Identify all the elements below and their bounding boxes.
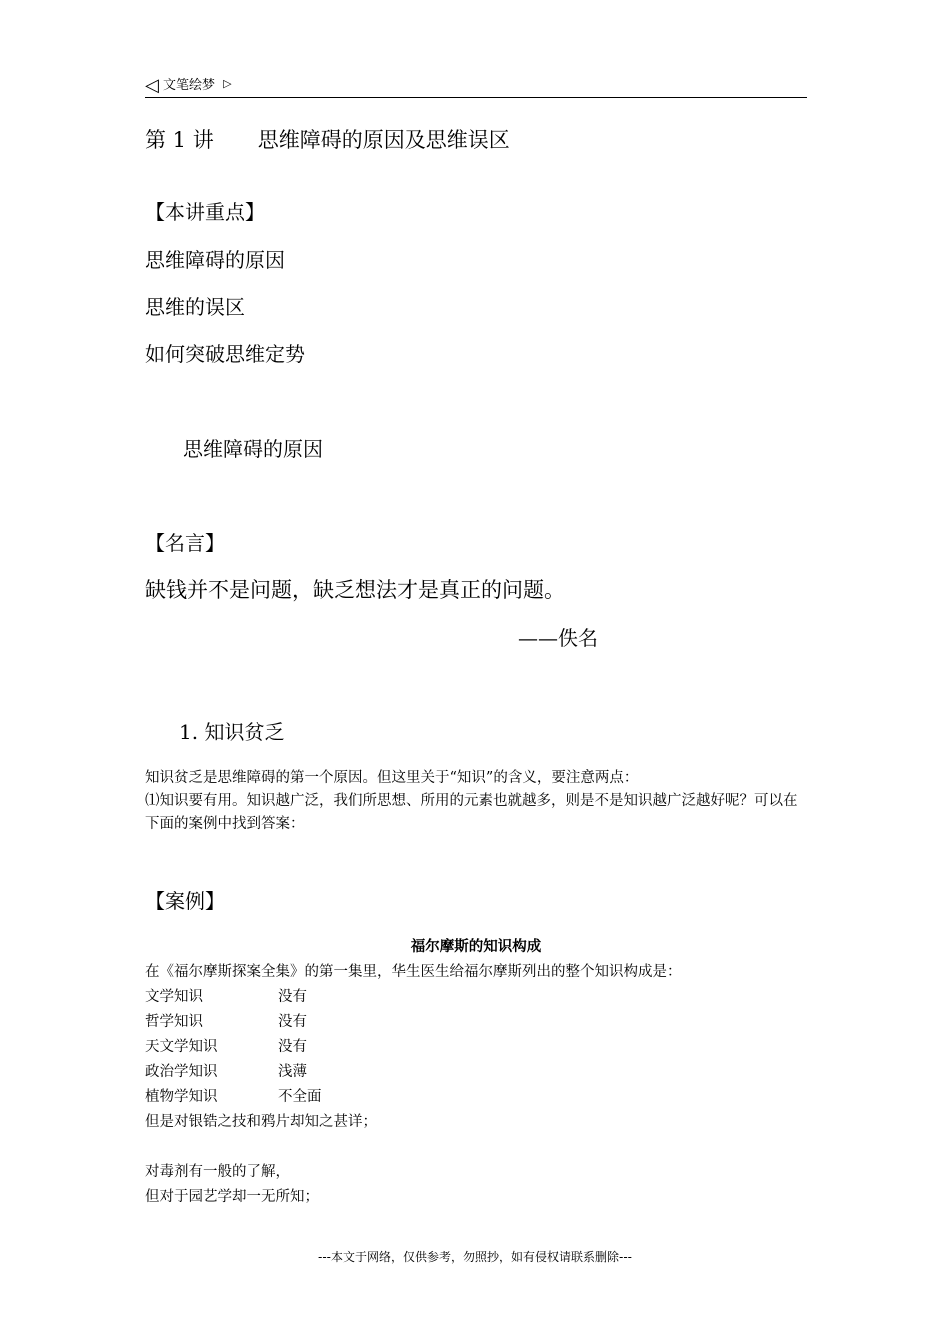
knowledge-level: 不全面 (278, 1089, 322, 1105)
quote-author: ——佚名 (518, 626, 598, 650)
knowledge-field: 文学知识 (145, 989, 203, 1005)
case-title: 福尔摩斯的知识构成 (410, 938, 542, 955)
knowledge-field: 政治学知识 (145, 1064, 218, 1080)
case-line: 对毒剂有一般的了解， (145, 1164, 290, 1180)
quote-text: 缺钱并不是问题，缺乏想法才是真正的问题。 (145, 578, 565, 602)
paragraph-1: 知识贫乏是思维障碍的第一个原因。但这里关于“知识”的含义，要注意两点： (145, 770, 639, 786)
case-line: 但是对银锆之技和鸦片却知之甚详； (145, 1114, 377, 1130)
quote-heading: 【名言】 (145, 531, 225, 555)
knowledge-level: 浅薄 (278, 1064, 307, 1080)
knowledge-row (145, 1060, 307, 1081)
header-title: 文笔绘梦 (162, 78, 215, 93)
knowledge-field: 哲学知识 (145, 1014, 203, 1030)
header-divider (145, 97, 807, 98)
left-triangle-icon: ◁ (145, 75, 159, 96)
body-paragraph (145, 767, 807, 836)
knowledge-field: 天文学知识 (145, 1039, 218, 1055)
right-triangle-icon: ▷ (223, 77, 232, 90)
case-intro: 在《福尔摩斯探案全集》的第一集里，华生医生给福尔摩斯列出的整个知识构成是： (145, 964, 682, 980)
lecture-title (145, 124, 510, 154)
knowledge-row (145, 985, 307, 1006)
key-points-heading: 【本讲重点】 (145, 200, 265, 224)
paragraph-2: ⑴知识要有用。知识越广泛，我们所思想、所用的元素也就越多，则是不是知识越广泛越好呢？可以在下面的案例中找到答案： (145, 793, 798, 832)
case-line: 但对于园艺学却一无所知； (145, 1189, 319, 1205)
knowledge-level: 没有 (278, 989, 307, 1005)
knowledge-row (145, 1010, 307, 1031)
knowledge-level: 没有 (278, 1014, 307, 1030)
knowledge-level: 没有 (278, 1039, 307, 1055)
page-footer: ---本文于网络，仅供参考，勿照抄，如有侵权请联系删除--- (318, 1250, 632, 1264)
running-header (145, 74, 232, 96)
key-point-item: 思维障碍的原因 (145, 248, 285, 272)
subsection-heading: 1. 知识贫乏 (179, 720, 285, 744)
knowledge-field: 植物学知识 (145, 1089, 218, 1105)
key-point-item: 如何突破思维定势 (145, 342, 305, 366)
section-heading: 思维障碍的原因 (183, 437, 323, 461)
knowledge-row (145, 1085, 322, 1106)
key-point-item: 思维的误区 (145, 295, 245, 319)
case-heading: 【案例】 (145, 889, 225, 913)
knowledge-row (145, 1035, 307, 1056)
lecture-number: 第 1 讲 (145, 128, 214, 152)
lecture-name: 思维障碍的原因及思维误区 (257, 128, 510, 152)
